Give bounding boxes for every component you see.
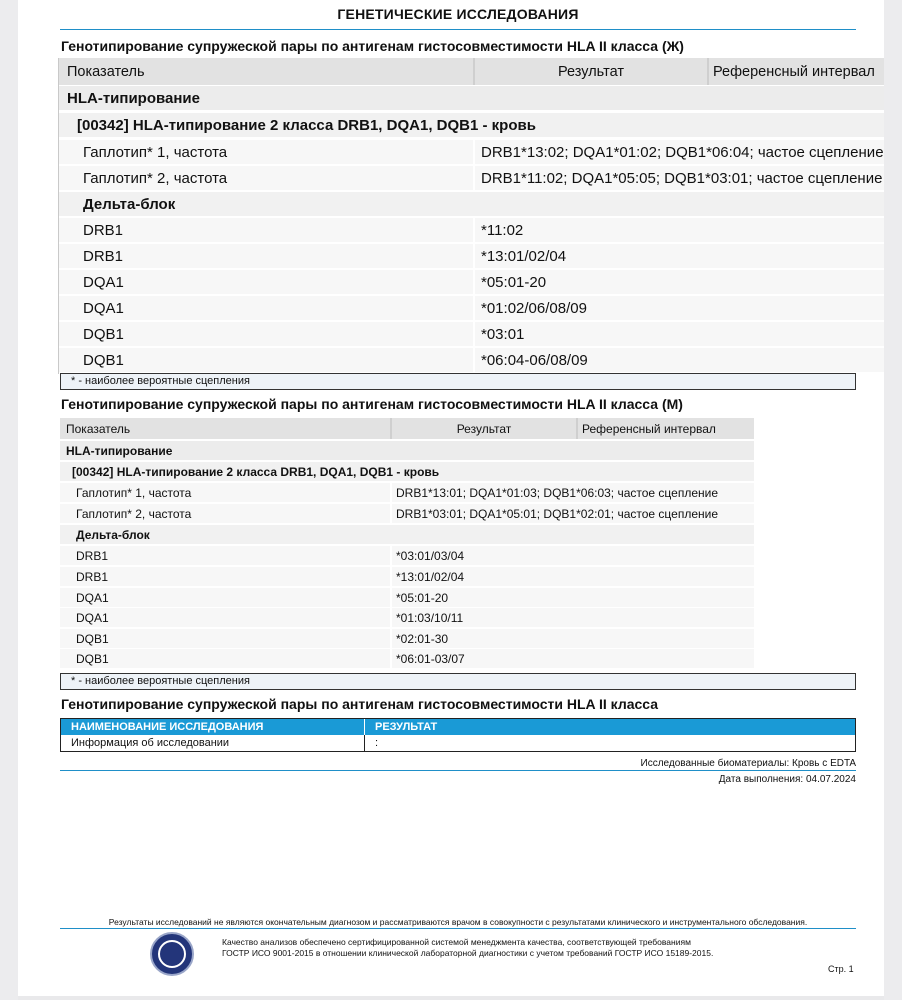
left-margin <box>0 0 18 1000</box>
delta-block-row <box>59 192 884 217</box>
table-row <box>60 588 754 608</box>
section1-table <box>58 58 884 374</box>
footnote: * - наиболее вероятные сцепления <box>60 673 856 690</box>
row-name: Информация об исследовании <box>61 735 365 751</box>
row-value: : <box>375 737 379 749</box>
row-value: *06:01-03/07 <box>390 649 754 668</box>
table-header-row <box>61 719 855 735</box>
table-row <box>60 649 754 669</box>
footer-divider <box>60 928 856 929</box>
subgroup-row <box>59 113 884 138</box>
section-divider <box>60 770 856 771</box>
row-name: DQA1 <box>76 590 109 605</box>
table-row <box>59 296 884 321</box>
row-name: DQB1 <box>83 325 124 343</box>
row-value: *05:01-20 <box>473 270 884 294</box>
group-row <box>59 86 884 111</box>
quality-statement <box>222 937 713 959</box>
row-value: *13:01/02/04 <box>473 244 884 268</box>
col-header-indicator: Показатель <box>66 421 131 436</box>
row-name: DQB1 <box>76 631 109 646</box>
row-name: Гаплотип* 2, частота <box>83 169 228 187</box>
quality-line-1: Качество анализов обеспечено сертифицированной системой менеджмента качества, соответствующей требованиям <box>222 937 691 947</box>
table-row <box>59 270 884 295</box>
row-value: *03:01/03/04 <box>390 546 754 565</box>
col-header-indicator: Показатель <box>67 63 145 80</box>
section1-title: Генотипирование супружеской пары по антигенам гистосовместимости HLA II класса (Ж) <box>61 38 684 54</box>
right-margin <box>884 0 902 1000</box>
col-header-reference: Референсный интервал <box>576 418 754 439</box>
row-value: *02:01-30 <box>390 629 754 648</box>
table-row <box>59 140 884 165</box>
group-label: HLA-типирование <box>66 443 173 458</box>
table-row <box>59 244 884 269</box>
title-divider <box>60 29 856 30</box>
quality-line-2: ГОСТР ИСО 9001-2015 в отношении клинической лабораторной диагностики с учетом требований ГОСТР ИСО 15189-2015. <box>222 948 714 958</box>
section2-title: Генотипирование супружеской пары по антигенам гистосовместимости HLA II класса (М) <box>61 396 683 412</box>
col-header-result: РЕЗУЛЬТАТ <box>375 721 438 733</box>
row-value: DRB1*13:01; DQA1*01:03; DQB1*06:03; частое сцепление <box>390 483 754 502</box>
col-header-result: Результат <box>390 418 576 439</box>
table-row <box>60 567 754 587</box>
delta-block-label: Дельта-блок <box>76 527 150 542</box>
row-name: DQB1 <box>83 351 124 369</box>
row-value: DRB1*11:02; DQA1*05:05; DQB1*03:01; частое сцепление <box>473 166 884 190</box>
page-number: Стр. 1 <box>828 964 854 974</box>
table-header-row <box>60 418 754 440</box>
row-value: *03:01 <box>473 322 884 346</box>
logo-emblem-icon <box>158 940 186 968</box>
group-label: HLA-типирование <box>67 89 200 107</box>
row-value: *11:02 <box>473 218 884 242</box>
table-row <box>59 218 884 243</box>
delta-block-row <box>60 525 754 545</box>
row-value: DRB1*03:01; DQA1*05:01; DQB1*02:01; частое сцепление <box>390 504 754 523</box>
table-row <box>60 483 754 503</box>
table-row <box>59 166 884 191</box>
section3-title: Генотипирование супружеской пары по антигенам гистосовместимости HLA II класса <box>61 696 659 712</box>
row-name: Гаплотип* 1, частота <box>83 143 228 161</box>
subgroup-row <box>60 462 754 482</box>
row-name: Гаплотип* 2, частота <box>76 506 192 521</box>
col-header-result: Результат <box>473 58 707 85</box>
row-name: Гаплотип* 1, частота <box>76 485 192 500</box>
subgroup-label: [00342] HLA-типирование 2 класса DRB1, DQA1, DQB1 - кровь <box>77 116 536 134</box>
biomaterial-text: Исследованные биоматериалы: Кровь с EDTA <box>640 758 856 769</box>
col-header-reference: Референсный интервал <box>707 58 884 85</box>
disclaimer-text: Результаты исследований не являются окончательным диагнозом и рассматриваются врачом в совокупности с результатами клинического и инструментального обследования. <box>108 917 808 927</box>
row-name: DQA1 <box>83 273 124 291</box>
row-value: *13:01/02/04 <box>390 567 754 586</box>
col-header-study-name: НАИМЕНОВАНИЕ ИССЛЕДОВАНИЯ <box>61 719 365 735</box>
group-row <box>60 441 754 461</box>
row-name: DQB1 <box>76 651 109 666</box>
table-row <box>59 348 884 373</box>
row-value: *01:02/06/08/09 <box>473 296 884 320</box>
section3-table <box>60 718 856 752</box>
table-row <box>59 322 884 347</box>
table-row <box>60 504 754 524</box>
table-row <box>60 608 754 628</box>
row-value: *05:01-20 <box>390 588 754 607</box>
row-name: DRB1 <box>83 247 124 265</box>
row-value: *06:04-06/08/09 <box>473 348 884 372</box>
table-row <box>60 629 754 649</box>
row-name: DQA1 <box>76 610 109 625</box>
footnote: * - наиболее вероятные сцепления <box>60 373 856 390</box>
row-name: DRB1 <box>76 569 109 584</box>
lab-logo <box>150 932 194 976</box>
document-title: ГЕНЕТИЧЕСКИЕ ИССЛЕДОВАНИЯ <box>337 6 579 22</box>
row-name: DRB1 <box>76 548 109 563</box>
row-value: *01:03/10/11 <box>390 608 754 627</box>
row-name: DRB1 <box>83 221 124 239</box>
table-row <box>60 546 754 566</box>
table-header-row <box>59 58 884 86</box>
subgroup-label: [00342] HLA-типирование 2 класса DRB1, DQA1, DQB1 - кровь <box>72 464 440 479</box>
row-value: DRB1*13:02; DQA1*01:02; DQB1*06:04; частое сцепление <box>473 140 884 164</box>
table-row <box>61 735 855 751</box>
delta-block-label: Дельта-блок <box>83 195 176 213</box>
row-name: DQA1 <box>83 299 124 317</box>
execution-date: Дата выполнения: 04.07.2024 <box>718 774 856 785</box>
